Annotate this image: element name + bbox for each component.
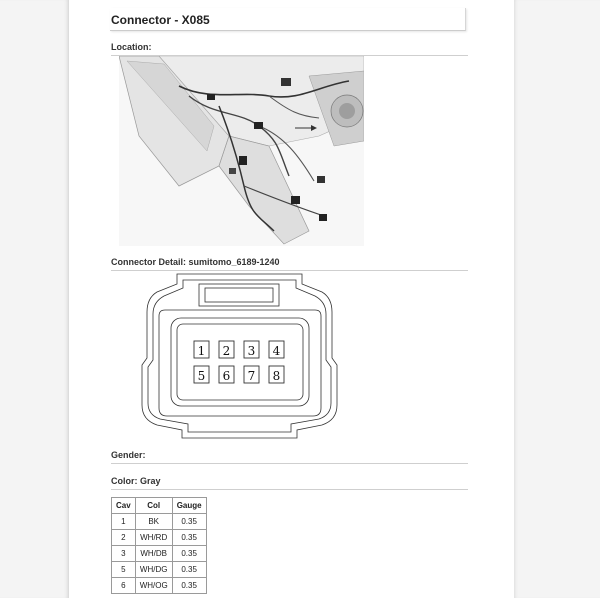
column-header-cav: Cav	[112, 498, 136, 514]
column-header-col: Col	[135, 498, 172, 514]
column-header-gauge: Gauge	[172, 498, 206, 514]
pin-label: 8	[272, 369, 281, 383]
col-cell: WH/OG	[135, 578, 172, 594]
gauge-cell: 0.35	[172, 546, 206, 562]
table-header-row	[112, 498, 207, 514]
col-cell: BK	[135, 514, 172, 530]
page-title: Connector - X085	[111, 13, 210, 27]
gauge-cell: 0.35	[172, 578, 206, 594]
pin-label: 3	[247, 344, 256, 358]
gauge-cell: 0.35	[172, 562, 206, 578]
table-row	[112, 562, 207, 578]
cav-cell: 1	[112, 514, 136, 530]
right-margin	[513, 0, 600, 598]
pin-label: 1	[197, 344, 206, 358]
pin-label: 4	[272, 344, 281, 358]
cav-cell: 3	[112, 546, 136, 562]
cav-cell: 5	[112, 562, 136, 578]
gauge-cell: 0.35	[172, 514, 206, 530]
cavity-table	[111, 497, 207, 594]
pin-label: 6	[222, 369, 231, 383]
gauge-cell: 0.35	[172, 530, 206, 546]
col-cell: WH/DB	[135, 546, 172, 562]
document-page	[69, 0, 514, 598]
gender-label: Gender:	[111, 450, 468, 464]
cav-cell: 6	[112, 578, 136, 594]
table-row	[112, 530, 207, 546]
pin-label: 5	[197, 369, 206, 383]
table-row	[112, 514, 207, 530]
cav-cell: 2	[112, 530, 136, 546]
title-box	[110, 8, 466, 31]
location-label: Location:	[111, 42, 468, 56]
left-margin	[0, 0, 69, 598]
col-cell: WH/DG	[135, 562, 172, 578]
col-cell: WH/RD	[135, 530, 172, 546]
connector-face-diagram	[137, 270, 342, 442]
table-row	[112, 578, 207, 594]
connector-detail-label: Connector Detail: sumitomo_6189-1240	[111, 257, 468, 271]
pin-label: 7	[247, 369, 256, 383]
pin-label: 2	[222, 344, 231, 358]
location-image	[119, 56, 364, 246]
table-row	[112, 546, 207, 562]
color-label: Color: Gray	[111, 476, 468, 490]
